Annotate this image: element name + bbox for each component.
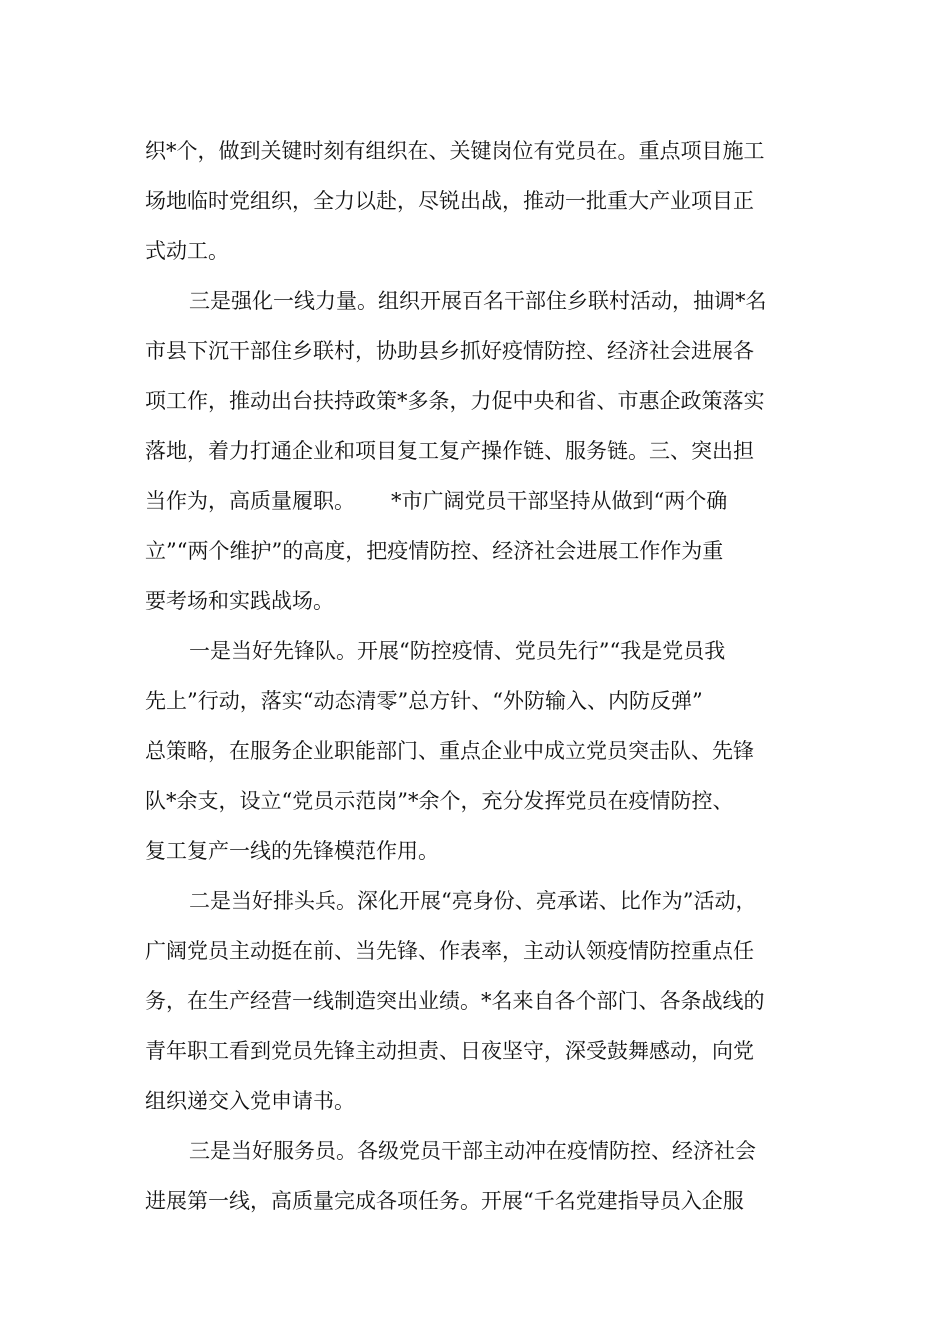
paragraph-first-line: 二是当好排头兵。深化开展“亮身份、亮承诺、比作为”活动， — [189, 889, 757, 913]
text-line: 式动工。 — [145, 239, 229, 263]
document-body — [145, 126, 807, 1226]
paragraph-first-line: 三是强化一线力量。组织开展百名干部住乡联村活动，抽调*名 — [189, 289, 767, 313]
text-line: 青年职工看到党员先锋主动担责、日夜坚守，深受鼓舞感动，向党 — [145, 1039, 754, 1063]
text-line: 务，在生产经营一线制造突出业绩。*名来自各个部门、各条战线的 — [145, 989, 765, 1013]
text-line: 项工作，推动出台扶持政策*多条，力促中央和省、市惠企政策落实 — [145, 389, 765, 413]
text-line: 广阔党员主动挺在前、当先锋、作表率，主动认领疫情防控重点任 — [145, 939, 754, 963]
text-line: 市县下沉干部住乡联村，协助县乡抓好疫情防控、经济社会进展各 — [145, 339, 754, 363]
text-line: 织*个，做到关键时刻有组织在、关键岗位有党员在。重点项目施工 — [145, 139, 765, 163]
text-line: 总策略，在服务企业职能部门、重点企业中成立党员突击队、先锋 — [145, 739, 754, 763]
text-line: 进展第一线，高质量完成各项任务。开展“千名党建指导员入企服 — [145, 1189, 744, 1213]
paragraph-first-line: 一是当好先锋队。开展“防控疫情、党员先行”“我是党员我 — [189, 639, 726, 663]
section-heading-tail: 当作为，高质量履职。 — [145, 489, 355, 513]
section-intro: *市广阔党员干部坚持从做到“两个确 — [391, 489, 728, 513]
text-line: 立”“两个维护”的高度，把疫情防控、经济社会进展工作作为重 — [145, 539, 724, 563]
text-line: 组织递交入党申请书。 — [145, 1089, 355, 1113]
text-line: 队*余支，设立“党员示范岗”*余个，充分发挥党员在疫情防控、 — [145, 789, 734, 813]
text-line: 先上”行动，落实“动态清零”总方针、“外防输入、内防反弹” — [145, 689, 703, 713]
text-line: 场地临时党组织，全力以赴，尽锐出战，推动一批重大产业项目正 — [145, 189, 754, 213]
text-line: 落地，着力打通企业和项目复工复产操作链、服务链。三、突出担 — [145, 439, 754, 463]
text-line — [145, 476, 807, 526]
text-line: 复工复产一线的先锋模范作用。 — [145, 839, 439, 863]
paragraph-first-line: 三是当好服务员。各级党员干部主动冲在疫情防控、经济社会 — [189, 1139, 756, 1163]
text-line: 要考场和实践战场。 — [145, 589, 334, 613]
